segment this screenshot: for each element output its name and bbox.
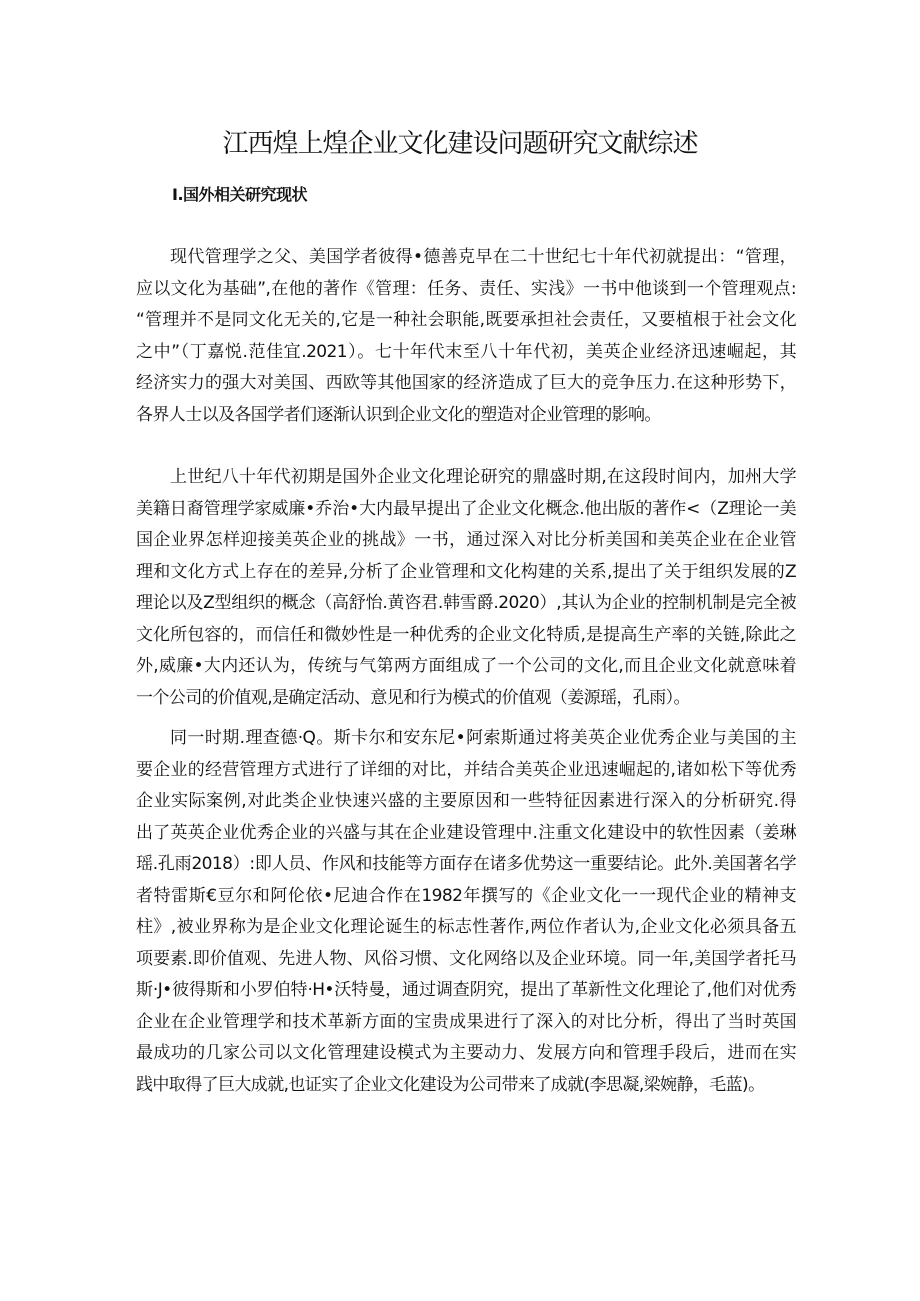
paragraph-line: 最成功的几家公司以文化管理建设模式为主要动力、发展方向和管理手段后，进而在实 — [136, 1043, 796, 1063]
paragraph-line: 文化所包容的，而信任和微妙性是一种优秀的企业文化特质,是提高生产率的关链,除此之 — [136, 624, 796, 645]
section-heading: I.国外相关研究现状 — [172, 185, 308, 204]
paragraph-line: 瑶.孔雨2018）:即人员、作风和技能等方面存在诸多优势这一重要结论。此外.美国著名学 — [136, 854, 796, 874]
document-title: 江西煌上煌企业文化建设问题研究文献综述 — [222, 129, 698, 159]
paragraph-line: 外,威廉•大内还认为，传统与气第两方面组成了一个公司的文化,而且企业文化就意味着 — [136, 656, 796, 676]
paragraph-2 — [136, 462, 796, 714]
paragraph-line: 一个公司的价值观,是确定活动、意见和行为模式的价值观（姜源瑶，孔雨）。 — [136, 687, 690, 708]
paragraph-line: 现代管理学之父、美国学者彼得•德善克早在二十世纪七十年代初就提出：“管理， — [170, 247, 796, 267]
paragraph-line: 斯·J•彼得斯和小罗伯特·H•沃特曼，通过调查阴究，提出了革新性文化理论了,他们对优秀 — [136, 980, 796, 1000]
paragraph-line: 者特雷斯€豆尔和阿伦依•尼迪合作在1982年撰写的《企业文化一一现代企业的精神支 — [136, 885, 796, 906]
paragraph-line: 上世纪八十年代初期是国外企业文化理论研究的鼎盛时期,在这段时间内，加州大学 — [170, 467, 796, 487]
paragraph-line: 项要素.即价值观、先进人物、风俗习惯、文化网络以及企业环境。同一年,美国学者托马 — [136, 948, 796, 969]
paragraph-line: 美籍日裔管理学家威廉•乔治•大内最早提出了企业文化概念.他出版的著作<（Z理论一美 — [136, 498, 796, 519]
paragraph-line: 企业在企业管理学和技术革新方面的宝贵成果进行了深入的对比分析，得出了当时英国 — [136, 1011, 796, 1032]
paragraph-line: 各界人士以及各国学者们逐渐认识到企业文化的塑造对企业管理的影响。 — [136, 404, 661, 425]
paragraph-line: 理论以及Z型组织的概念（高舒怡.黄咨君.韩雪爵.2020）,其认为企业的控制机制是完全被 — [136, 593, 796, 613]
paragraph-line: 经济实力的强大对美国、西欧等其他国家的经济造成了巨大的竞争压力.在这种形势下， — [136, 373, 796, 393]
paragraph-line: 国企业界怎样迎接美英企业的挑战》一书，通过深入对比分析美国和美英企业在企业管 — [136, 530, 796, 550]
paragraph-line: 理和文化方式上存在的差异,分析了企业管理和文化构建的关系,提出了关于组织发展的Z — [136, 561, 796, 582]
paragraph-line: 同一时期.理查德·Q。斯卡尔和安东尼•阿索斯通过将美英企业优秀企业与美国的主 — [170, 728, 796, 748]
paragraph-line: 出了英英企业优秀企业的兴盛与其在企业建设管理中.注重文化建设中的软性因素（姜琳 — [136, 822, 796, 843]
paragraph-1 — [136, 242, 796, 431]
paragraph-line: 应以文化为基础”,在他的著作《管理：任务、责任、实浅》一书中他谈到一个管理观点: — [136, 278, 796, 299]
paragraph-line: “管理并不是同文化无关的,它是一种社会职能,既要承担社会责任，又要植根于社会文化 — [136, 310, 796, 330]
paragraph-line: 之中”（丁嘉悦.范佳宜.2021）。七十年代末至八十年代初，美英企业经济迅速崛起，其 — [136, 341, 796, 362]
paragraph-line: 柱》,被业界称为是企业文化理论诞生的标志性著作,两位作者认为,企业文化必须具备五 — [136, 917, 796, 937]
paragraph-line: 企业实际案例,对此类企业快速兴盛的主要原因和一些特征因素进行深入的分析研究.得 — [136, 791, 796, 811]
paragraph-3 — [136, 723, 796, 1101]
paragraph-line: 要企业的经营管理方式进行了详细的对比，并结合美英企业迅速崛起的,诸如松下等优秀 — [136, 759, 796, 780]
paragraph-line: 践中取得了巨大成就,也证实了企业文化建设为公司带来了成就(李思凝,梁婉静，毛蓝)。 — [136, 1074, 765, 1095]
